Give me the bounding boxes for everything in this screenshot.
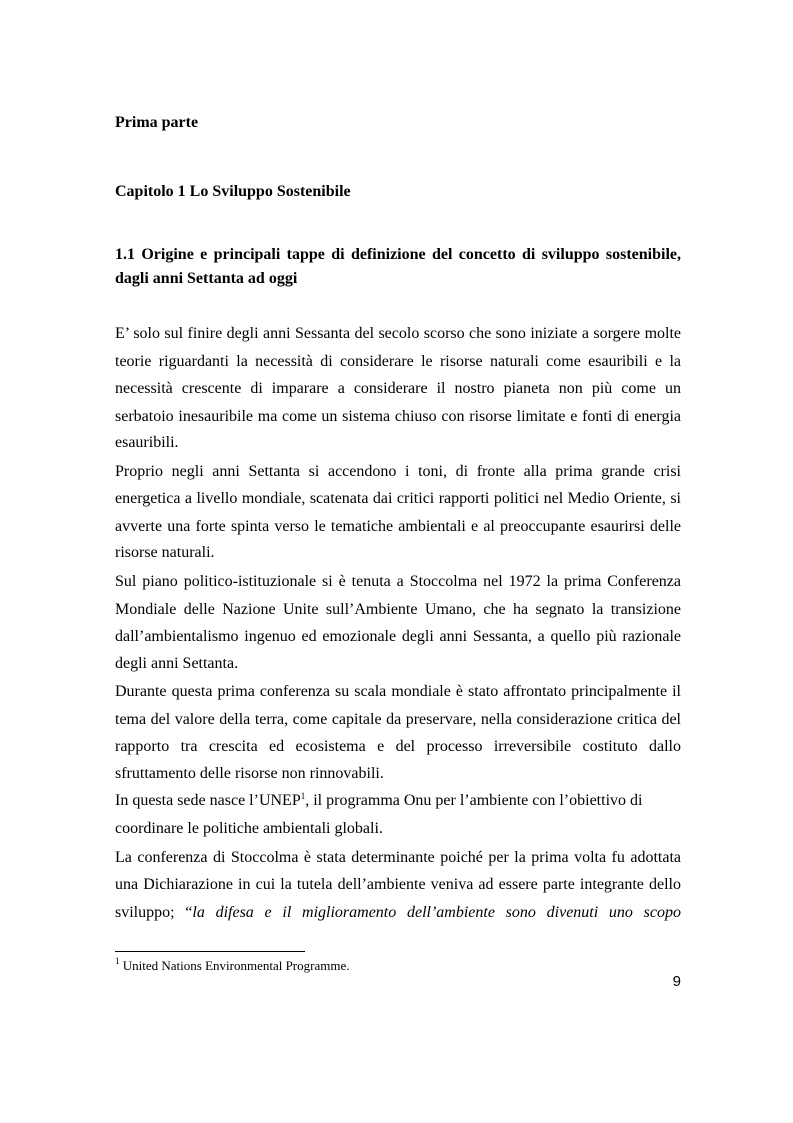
body-line: La conferenza di Stoccolma è stata determinante poiché per la prima volta fu adottata — [115, 849, 681, 866]
footnote-separator — [115, 951, 305, 952]
body-line: esauribili. — [115, 434, 179, 451]
footnote-text: United Nations Environmental Programme. — [119, 958, 350, 973]
section-title-line-1: 1.1 Origine e principali tappe di definizione del concetto di sviluppo sostenibile, — [115, 246, 681, 263]
quote-text: la difesa e il miglioramento dell’ambiente sono divenuti uno scopo — [192, 904, 681, 921]
body-line: Durante questa prima conferenza su scala mondiale è stato affrontato principalmente il — [115, 683, 681, 700]
body-line: tema del valore della terra, come capitale da preservare, nella considerazione critica del — [115, 711, 681, 728]
body-line: Proprio negli anni Settanta si accendono i toni, di fronte alla prima grande crisi — [115, 463, 681, 480]
footnote-reference: 1 — [300, 791, 306, 801]
body-line: energetica a livello mondiale, scatenata dai critici rapporti politici nel Medio Oriente, si — [115, 490, 681, 507]
body-line: E’ solo sul finire degli anni Sessanta del secolo scorso che sono iniziate a sorgere molte — [115, 325, 681, 342]
body-line: Mondiale delle Nazione Unite sull’Ambiente Umano, che ha segnato la transizione — [115, 601, 681, 618]
body-line: serbatoio inesauribile ma come un sistema chiuso con risorse limitate e fonti di energia — [115, 408, 681, 425]
body-line: rapporto tra crescita ed ecosistema e del processo irreversibile costituto dallo — [115, 738, 681, 755]
body-line: dall’ambientalismo ingenuo ed emozionale degli anni Sessanta, a quello più razionale — [115, 628, 681, 645]
body-text: sviluppo; “ — [115, 904, 193, 921]
body-line-unep — [115, 792, 642, 810]
body-line: coordinare le politiche ambientali globali. — [115, 820, 383, 837]
body-text: In questa sede nasce l’UNEP — [115, 792, 301, 809]
body-line: Sul piano politico-istituzionale si è tenuta a Stoccolma nel 1972 la prima Conferenza — [115, 573, 681, 590]
body-line: risorse naturali. — [115, 544, 215, 561]
chapter-title: Capitolo 1 Lo Sviluppo Sostenibile — [115, 183, 351, 200]
footnote — [115, 958, 349, 974]
body-text: , il programma Onu per l’ambiente con l’obiettivo di — [305, 792, 643, 809]
body-line: sfruttamento delle risorse non rinnovabili. — [115, 765, 384, 782]
page-number: 9 — [672, 973, 681, 990]
body-line: teorie riguardanti la necessità di considerare le risorse naturali come esauribili e la — [115, 353, 681, 370]
body-line: degli anni Settanta. — [115, 655, 239, 672]
body-line: avverte una forte spinta verso le tematiche ambientali e al preoccupante esaurirsi delle — [115, 518, 681, 535]
footnote-marker: 1 — [115, 956, 120, 966]
body-line-quote — [115, 903, 681, 923]
section-title-line-2: dagli anni Settanta ad oggi — [115, 270, 298, 287]
part-title: Prima parte — [115, 114, 199, 131]
body-line: necessità crescente di imparare a considerare il nostro pianeta non più come un — [115, 380, 681, 397]
body-line: una Dichiarazione in cui la tutela dell’ambiente veniva ad essere parte integrante dello — [115, 876, 681, 893]
